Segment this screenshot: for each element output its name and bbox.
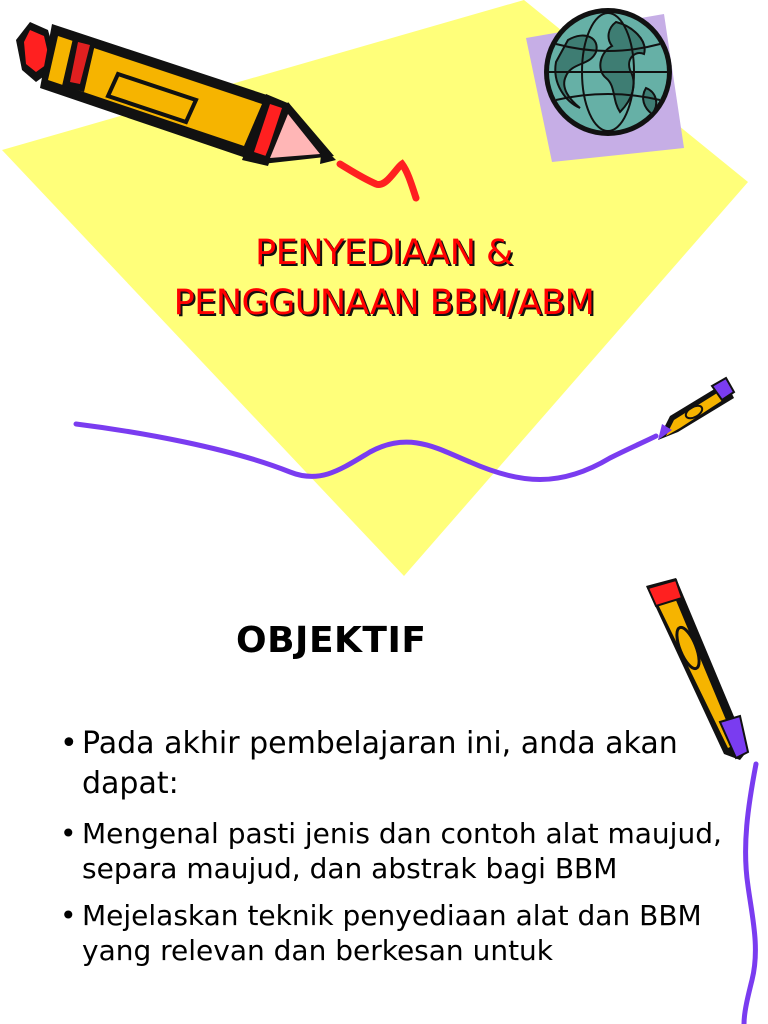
- bullet-glyph: •: [60, 726, 78, 761]
- list-item-text: Pada akhir pembelajaran ini, anda akan dapat:: [82, 726, 678, 801]
- purple-wave-shape: [744, 764, 756, 1024]
- list-item: [52, 816, 732, 886]
- objectives-heading: OBJEKTIF: [236, 620, 427, 661]
- list-item: [52, 724, 732, 804]
- list-item: [52, 898, 732, 968]
- slide-title-line-2: PENGGUNAAN BBM/ABM: [173, 283, 595, 323]
- bullet-glyph: •: [60, 899, 77, 932]
- globe-icon: [544, 8, 672, 136]
- small-pencil-icon: [658, 378, 734, 440]
- slide-title-line-1: PENYEDIAAN &: [255, 233, 513, 273]
- objectives-list: [52, 724, 732, 980]
- objectives-slide: [0, 576, 768, 1024]
- list-item-text: Mengenal pasti jenis dan contoh alat maujud, separa maujud, dan abstrak bagi BBM: [82, 817, 722, 885]
- bullet-glyph: •: [60, 817, 77, 850]
- list-item-text: Mejelaskan teknik penyediaan alat dan BBM yang relevan dan berkesan untuk: [82, 899, 702, 967]
